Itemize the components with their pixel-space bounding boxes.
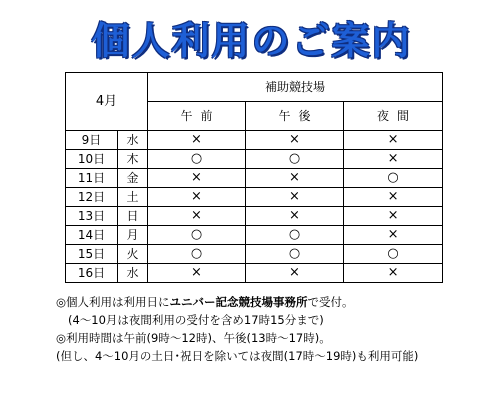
date-cell: 13日: [66, 207, 118, 226]
availability-cell: ×: [148, 131, 246, 150]
note-usage-hours: ◎利用時間は午前(9時～12時)、午後(13時～17時)。: [56, 331, 331, 345]
table-row: [66, 188, 443, 207]
slot-header-morning: 午前: [148, 102, 246, 131]
table-row: [66, 150, 443, 169]
weekday-cell: 水: [118, 264, 148, 283]
availability-cell: ×: [344, 188, 443, 207]
availability-cell: ×: [246, 188, 344, 207]
availability-cell: ○: [148, 245, 246, 264]
availability-cell: ×: [246, 264, 344, 283]
month-header: 4月: [66, 73, 148, 131]
availability-cell: ×: [148, 264, 246, 283]
availability-cell: ×: [246, 131, 344, 150]
availability-cell: ×: [148, 207, 246, 226]
table-row: [66, 131, 443, 150]
date-cell: 11日: [66, 169, 118, 188]
weekday-cell: 火: [118, 245, 148, 264]
table-row: [66, 226, 443, 245]
availability-cell: ×: [344, 131, 443, 150]
weekday-cell: 金: [118, 169, 148, 188]
note-reception-hours: (4～10月は夜間利用の受付を含め17時15分まで): [68, 313, 324, 327]
note-reception: ◎個人利用は利用日にユニバー記念競技場事務所で受付。: [56, 295, 354, 309]
date-cell: 9日: [66, 131, 118, 150]
date-cell: 10日: [66, 150, 118, 169]
note-night-usage: (但し、4～10月の土日･祝日を除いては夜間(17時～19時)も利用可能): [56, 349, 419, 363]
facility-header: 補助競技場: [148, 73, 443, 102]
availability-cell: ×: [148, 188, 246, 207]
page-title: 個人利用のご案内: [91, 19, 412, 63]
office-name: ユニバー記念競技場事務所: [169, 295, 308, 309]
availability-cell: ×: [148, 169, 246, 188]
date-cell: 12日: [66, 188, 118, 207]
availability-cell: ○: [148, 226, 246, 245]
availability-cell: ×: [344, 226, 443, 245]
date-cell: 15日: [66, 245, 118, 264]
availability-cell: ○: [246, 150, 344, 169]
availability-cell: ×: [344, 150, 443, 169]
table-row: [66, 207, 443, 226]
table-row: [66, 245, 443, 264]
table-row: [66, 169, 443, 188]
slot-header-afternoon: 午後: [246, 102, 344, 131]
weekday-cell: 木: [118, 150, 148, 169]
weekday-cell: 水: [118, 131, 148, 150]
availability-cell: ○: [246, 226, 344, 245]
availability-cell: ×: [344, 264, 443, 283]
notes: [56, 293, 496, 365]
availability-cell: ×: [344, 207, 443, 226]
availability-cell: ×: [246, 207, 344, 226]
availability-cell: ○: [246, 245, 344, 264]
date-cell: 14日: [66, 226, 118, 245]
schedule-table: [65, 72, 443, 283]
weekday-cell: 日: [118, 207, 148, 226]
availability-cell: ○: [148, 150, 246, 169]
weekday-cell: 月: [118, 226, 148, 245]
slot-header-night: 夜間: [344, 102, 443, 131]
availability-cell: ×: [246, 169, 344, 188]
weekday-cell: 土: [118, 188, 148, 207]
availability-cell: ○: [344, 245, 443, 264]
table-row: [66, 264, 443, 283]
date-cell: 16日: [66, 264, 118, 283]
availability-cell: ○: [344, 169, 443, 188]
